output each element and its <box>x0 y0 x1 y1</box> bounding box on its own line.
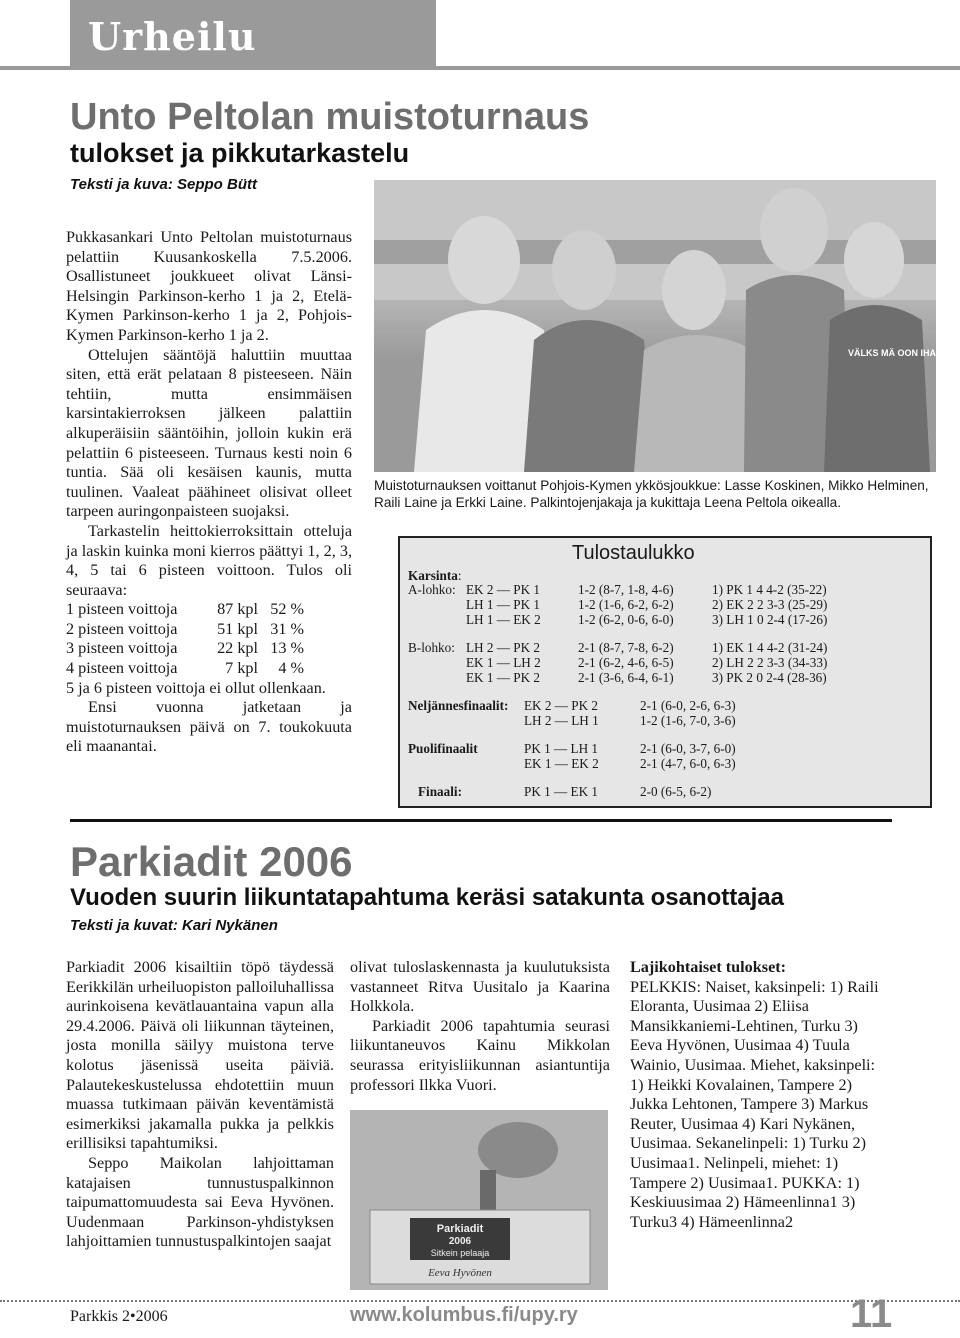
article1-paragraph: Tarkastelin heittokierroksittain otteluja ja laskin kuinka moni kierros päättyi 1, 2, 3, 4, 5 tai 6 pisteen voittoon. Tulos oli seuraava: <box>66 521 352 599</box>
page-number: 11 <box>850 1292 893 1336</box>
header-rule <box>0 66 960 70</box>
quarter-label-text: Neljännesfinaalit <box>408 698 504 713</box>
karsinta-colon: : <box>457 568 462 583</box>
match-score: 2-1 (6-0, 3-7, 6-0) <box>640 741 736 756</box>
article2-paragraph: olivat tuloslaskennasta ja kuulutuksista vastanneet Ritva Uusitalo ja Kaarina Holkkola. <box>350 958 610 1016</box>
team-photo <box>374 180 949 472</box>
team-photo-illustration <box>374 180 949 472</box>
match-score: 2-1 (8-7, 7-8, 6-2) <box>578 640 674 655</box>
article2-paragraph: Parkiadit 2006 tapahtumia seurasi liikuntaneuvos Kainu Mikkolan seurassa erityisliikunnan asiantuntija professori Ilkka Vuori. <box>350 1016 610 1094</box>
article2-paragraph: Parkiadit 2006 kisailtiin töpö täydessä Eerikkilän urheiluopiston palloiluhallissa aurinkoisena kevätlauantaina vapun alla 29.4.2006. Päivä oli liikunnan täyteinen, josta monilla säilyy muistona terve kolotus jäsenissä useita päiviä. Palautekeskustelussa ehdotettiin muun muassa tutkimaan päivän keventämistä esimerkiksi jakamalla pukka ja pelkkis erillisiksi tapahtumiksi. <box>66 958 334 1153</box>
match-score: 1-2 (1-6, 6-2, 6-2) <box>578 597 674 612</box>
plaque-name: Eeva Hyvönen <box>428 1267 492 1279</box>
semi-label: Puolifinaalit <box>408 741 478 756</box>
quarter-label: Neljännesfinaalit: <box>408 698 509 713</box>
stat-row <box>66 659 352 679</box>
results-heading: Lajikohtaiset tulokset: <box>630 958 787 976</box>
article1-paragraph: Ensi vuonna jatketaan ja muistoturnauksen päivä on 7. toukokuuta eli maanantai. <box>66 698 352 756</box>
match-name: LH 2 — LH 1 <box>524 713 599 728</box>
article2-title: Parkiadit 2006 <box>70 838 353 885</box>
stat-percent: 13 % <box>270 639 304 658</box>
plaque-line2: 2006 <box>448 1236 472 1247</box>
article1-body <box>66 228 352 757</box>
final-label-text: Finaali <box>418 784 458 799</box>
stat-percent: 52 % <box>270 600 304 619</box>
article2-subtitle: Vuoden suurin liikuntatapahtuma keräsi satakunta osanottajaa <box>70 884 784 911</box>
a-group-label: A-lohko: <box>408 582 456 597</box>
stat-label: 1 pisteen voittoja <box>66 600 178 619</box>
article-divider <box>70 819 892 822</box>
article2-paragraph: Seppo Maikolan lahjoittaman katajaisen tunnustuspalkinnon taipumattomuudesta sai Eeva Hyvönen. Uudenmaan Parkinson-yhdistyksen lahjoittamien tunnustuspalkintojen saajat <box>66 1153 334 1251</box>
shirt-text: VÄLKS MÄ OON IHANA <box>848 348 949 358</box>
photo-caption: Muistoturnauksen voittanut Pohjois-Kymen ykkösjoukkue: Lasse Koskinen, Mikko Helminen, Raili Laine ja Erkki Laine. Palkintojenjakaja ja kukittaja Leena Peltola oikealla. <box>374 478 929 510</box>
match-name: LH 1 — EK 2 <box>466 612 541 627</box>
match-score: 2-1 (6-0, 2-6, 6-3) <box>640 698 736 713</box>
award-plaque-photo <box>350 1110 608 1290</box>
stat-count: 51 kpl <box>217 619 258 638</box>
match-score: 2-1 (3-6, 6-4, 6-1) <box>578 670 674 685</box>
article2-col3 <box>630 958 884 1232</box>
b-group-label: B-lohko: <box>408 640 455 655</box>
article1-paragraph: 5 ja 6 pisteen voittoja ei ollut ollenkaan. <box>66 678 326 697</box>
match-name: EK 1 — EK 2 <box>524 756 599 771</box>
group-standing: 3) LH 1 0 2-4 (17-26) <box>712 612 828 627</box>
stat-count: 7 kpl <box>225 659 258 678</box>
article1-subtitle: tulokset ja pikkutarkastelu <box>70 138 410 168</box>
match-name: LH 1 — PK 1 <box>466 597 540 612</box>
stat-count: 22 kpl <box>217 639 258 658</box>
group-standing: 2) LH 2 2 3-3 (34-33) <box>712 655 828 670</box>
match-score: 2-0 (6-5, 6-2) <box>640 784 712 799</box>
karsinta-heading <box>408 568 462 583</box>
results-title: Tulostaulukko <box>572 542 695 564</box>
article2-col2 <box>350 958 610 1095</box>
match-name: PK 1 — LH 1 <box>524 741 598 756</box>
stat-count: 87 kpl <box>217 600 258 619</box>
footer-rule <box>0 1300 960 1302</box>
article2-col1 <box>66 958 334 1252</box>
match-score: 1-2 (1-6, 7-0, 3-6) <box>640 713 736 728</box>
stat-percent: 31 % <box>270 619 304 638</box>
stat-row <box>66 600 352 620</box>
match-score: 1-2 (6-2, 0-6, 6-0) <box>578 612 674 627</box>
article1-title: Unto Peltolan muistoturnaus <box>70 96 590 138</box>
plaque-line3: Sitkein pelaaja <box>430 1248 490 1258</box>
footer-url: www.kolumbus.fi/upy.ry <box>350 1304 578 1326</box>
plaque-line1: Parkiadit <box>436 1223 484 1235</box>
stat-label: 3 pisteen voittoja <box>66 639 178 658</box>
match-name: EK 2 — PK 2 <box>524 698 598 713</box>
article1-byline: Teksti ja kuva: Seppo Bütt <box>70 176 257 193</box>
section-title: Urheilu <box>88 14 257 59</box>
group-standing: 1) PK 1 4 4-2 (35-22) <box>712 582 827 597</box>
stat-label: 4 pisteen voittoja <box>66 659 178 678</box>
match-name: EK 2 — PK 1 <box>466 582 540 597</box>
stat-row <box>66 639 352 659</box>
match-score: 2-1 (4-7, 6-0, 6-3) <box>640 756 736 771</box>
match-name: LH 2 — PK 2 <box>466 640 540 655</box>
match-name: EK 1 — LH 2 <box>466 655 541 670</box>
final-label: Finaali: <box>418 784 462 799</box>
stat-label: 2 pisteen voittoja <box>66 619 178 638</box>
article1-paragraph: Pukkasankari Unto Peltolan muistoturnaus pelattiin Kuusankoskella 7.5.2006. Osallistuneet joukkueet olivat Länsi-Helsingin Parkinson-kerho 1 ja 2, Etelä-Kymen Parkinson-kerho 1 ja 2, Pohjois-Kymen Parkinson-kerho 1 ja 2. <box>66 228 352 344</box>
article1-paragraph: Ottelujen sääntöjä haluttiin muuttaa siten, että erät pelataan 8 pisteeseen. Näin tehtiin, mutta ensimmäisen karsintakierroksen jälkeen palattiin alkuperäisiin sääntöihin, jolloin kukin erä pelattiin 6 pisteeseen. Turnaus kesti noin 6 tuntia. Sää oli kesäisen kaunis, mutta tuulinen. Vaaleat päähineet olisivat olleet tarpeen auringonpaisteen suojaksi. <box>66 345 352 521</box>
results-body: PELKKIS: Naiset, kaksinpeli: 1) Raili Eloranta, Uusimaa 2) Eliisa Mansikkaniemi-Lehtinen, Turku 3) Eeva Hyvönen, Uusimaa 4) Tuula Wainio, Uusimaa. Miehet, kaksinpeli: 1) Heikki Kovalainen, Tampere 2) Jukka Lehtonen, Tampere 3) Markus Reuter, Uusimaa 4) Kari Nykänen, Uusimaa. Sekanelinpeli: 1) Turku 2) Uusimaa1. Nelinpeli, miehet: 1) Tampere 2) Uusimaa1. PUKKA: 1) Keskiuusimaa 2) Hämeenlinna1 3) Turku3 4) Hämeenlinna2 <box>630 977 879 1231</box>
match-score: 1-2 (8-7, 1-8, 4-6) <box>578 582 674 597</box>
match-name: EK 1 — PK 2 <box>466 670 540 685</box>
group-standing: 3) PK 2 0 2-4 (28-36) <box>712 670 827 685</box>
group-standing: 1) EK 1 4 4-2 (31-24) <box>712 640 828 655</box>
group-standing: 2) EK 2 2 3-3 (25-29) <box>712 597 828 612</box>
stat-row <box>66 620 352 640</box>
stat-percent: 4 % <box>278 659 304 678</box>
footer-issue: Parkkis 2•2006 <box>70 1308 168 1325</box>
article2-byline: Teksti ja kuvat: Kari Nykänen <box>70 917 278 934</box>
karsinta-label: Karsinta <box>408 568 458 583</box>
match-score: 2-1 (6-2, 4-6, 6-5) <box>578 655 674 670</box>
match-name: PK 1 — EK 1 <box>524 784 598 799</box>
award-plaque-illustration <box>350 1110 608 1290</box>
